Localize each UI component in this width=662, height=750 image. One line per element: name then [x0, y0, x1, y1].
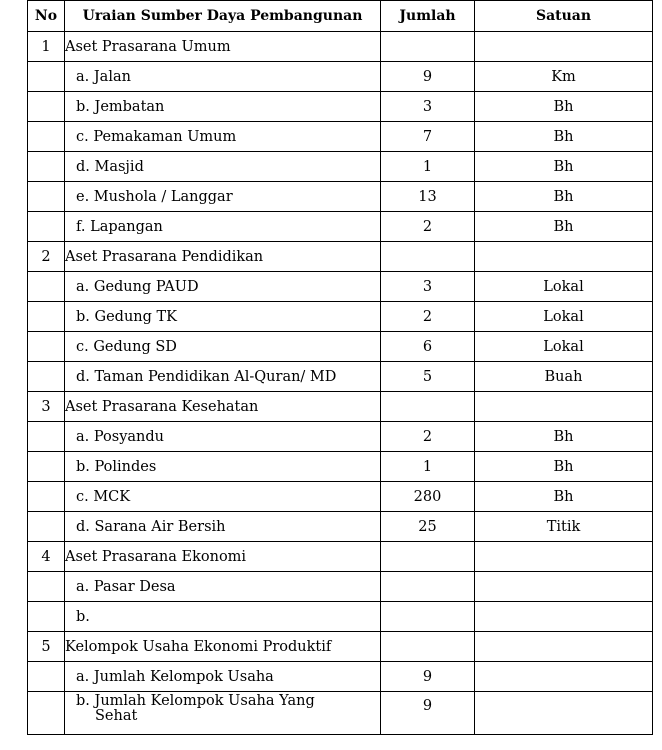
table-row — [28, 272, 653, 302]
header-unit: Satuan — [475, 1, 653, 32]
table-row — [28, 512, 653, 542]
cell-name: a. Posyandu — [65, 422, 381, 452]
table-row — [28, 302, 653, 332]
table-row — [28, 62, 653, 92]
cell-name: a. Jumlah Kelompok Usaha — [65, 662, 381, 692]
table-row — [28, 152, 653, 182]
cell-qty: 7 — [381, 122, 475, 152]
table-row — [28, 362, 653, 392]
cell-unit — [475, 242, 653, 272]
cell-name: c. MCK — [65, 482, 381, 512]
cell-name-line1: b. Jumlah Kelompok Usaha Yang — [76, 693, 315, 709]
cell-unit: Lokal — [475, 272, 653, 302]
cell-unit: Buah — [475, 362, 653, 392]
cell-unit: Lokal — [475, 302, 653, 332]
table-row — [28, 482, 653, 512]
cell-qty: 1 — [381, 152, 475, 182]
cell-name: Aset Prasarana Umum — [65, 32, 381, 62]
cell-qty — [381, 542, 475, 572]
cell-name: a. Jalan — [65, 62, 381, 92]
cell-name: b. — [65, 602, 381, 632]
cell-no — [28, 422, 65, 452]
cell-qty — [381, 242, 475, 272]
cell-qty: 2 — [381, 212, 475, 242]
cell-qty — [381, 32, 475, 62]
cell-name: b. Jembatan — [65, 92, 381, 122]
header-row — [28, 1, 653, 32]
cell-name: b. Polindes — [65, 452, 381, 482]
cell-qty: 2 — [381, 302, 475, 332]
table-row — [28, 392, 653, 422]
cell-no — [28, 332, 65, 362]
table-row — [28, 92, 653, 122]
cell-no: 5 — [28, 632, 65, 662]
cell-name: a. Pasar Desa — [65, 572, 381, 602]
cell-name: Aset Prasarana Pendidikan — [65, 242, 381, 272]
cell-name: c. Gedung SD — [65, 332, 381, 362]
cell-qty: 13 — [381, 182, 475, 212]
cell-no — [28, 362, 65, 392]
cell-qty: 3 — [381, 92, 475, 122]
cell-qty — [381, 602, 475, 632]
cell-no — [28, 92, 65, 122]
table-row — [28, 242, 653, 272]
cell-unit — [475, 392, 653, 422]
cell-qty: 25 — [381, 512, 475, 542]
cell-unit — [475, 542, 653, 572]
cell-no — [28, 152, 65, 182]
cell-no: 2 — [28, 242, 65, 272]
cell-unit: Bh — [475, 212, 653, 242]
cell-name: d. Taman Pendidikan Al-Quran/ MD — [65, 362, 381, 392]
cell-unit — [475, 662, 653, 692]
header-name: Uraian Sumber Daya Pembangunan — [65, 1, 381, 32]
cell-qty: 9 — [381, 662, 475, 692]
cell-name: f. Lapangan — [65, 212, 381, 242]
table-row — [28, 32, 653, 62]
table-row — [28, 182, 653, 212]
cell-name: b. Gedung TK — [65, 302, 381, 332]
cell-unit — [475, 32, 653, 62]
table-row — [28, 632, 653, 662]
cell-qty: 6 — [381, 332, 475, 362]
table-row — [28, 122, 653, 152]
cell-qty — [381, 632, 475, 662]
cell-name: Aset Prasarana Ekonomi — [65, 542, 381, 572]
cell-unit: Bh — [475, 92, 653, 122]
cell-no — [28, 122, 65, 152]
cell-no: 1 — [28, 32, 65, 62]
cell-unit: Bh — [475, 482, 653, 512]
cell-qty — [381, 392, 475, 422]
cell-name: a. Gedung PAUD — [65, 272, 381, 302]
cell-qty: 5 — [381, 362, 475, 392]
cell-qty: 2 — [381, 422, 475, 452]
cell-qty: 9 — [381, 692, 475, 735]
cell-unit: Km — [475, 62, 653, 92]
cell-qty: 9 — [381, 62, 475, 92]
cell-no — [28, 272, 65, 302]
cell-qty: 1 — [381, 452, 475, 482]
cell-unit: Bh — [475, 452, 653, 482]
cell-unit — [475, 572, 653, 602]
cell-no — [28, 572, 65, 602]
cell-unit: Bh — [475, 152, 653, 182]
table-row — [28, 452, 653, 482]
cell-no — [28, 62, 65, 92]
cell-unit: Lokal — [475, 332, 653, 362]
cell-unit: Bh — [475, 122, 653, 152]
cell-name: c. Pemakaman Umum — [65, 122, 381, 152]
cell-unit: Bh — [475, 182, 653, 212]
cell-unit — [475, 632, 653, 662]
table-row — [28, 692, 653, 735]
cell-no — [28, 692, 65, 735]
table-row — [28, 662, 653, 692]
cell-no — [28, 662, 65, 692]
table-row — [28, 422, 653, 452]
cell-unit — [475, 602, 653, 632]
table-body — [28, 32, 653, 735]
resources-table — [27, 0, 653, 735]
cell-no — [28, 512, 65, 542]
cell-qty — [381, 572, 475, 602]
cell-no — [28, 482, 65, 512]
cell-no: 4 — [28, 542, 65, 572]
cell-name: d. Sarana Air Bersih — [65, 512, 381, 542]
table-row — [28, 572, 653, 602]
cell-no — [28, 302, 65, 332]
table-row — [28, 212, 653, 242]
cell-name — [65, 692, 381, 735]
table-row — [28, 332, 653, 362]
header-qty: Jumlah — [381, 1, 475, 32]
cell-no — [28, 452, 65, 482]
cell-no: 3 — [28, 392, 65, 422]
cell-unit — [475, 692, 653, 735]
cell-qty: 280 — [381, 482, 475, 512]
cell-name: Aset Prasarana Kesehatan — [65, 392, 381, 422]
cell-no — [28, 212, 65, 242]
cell-no — [28, 182, 65, 212]
table-row — [28, 602, 653, 632]
cell-name: d. Masjid — [65, 152, 381, 182]
cell-no — [28, 602, 65, 632]
table-row — [28, 542, 653, 572]
cell-qty: 3 — [381, 272, 475, 302]
cell-name-line2: Sehat — [95, 708, 138, 724]
cell-name: Kelompok Usaha Ekonomi Produktif — [65, 632, 381, 662]
cell-name: e. Mushola / Langgar — [65, 182, 381, 212]
cell-unit: Titik — [475, 512, 653, 542]
cell-unit: Bh — [475, 422, 653, 452]
header-no: No — [28, 1, 65, 32]
